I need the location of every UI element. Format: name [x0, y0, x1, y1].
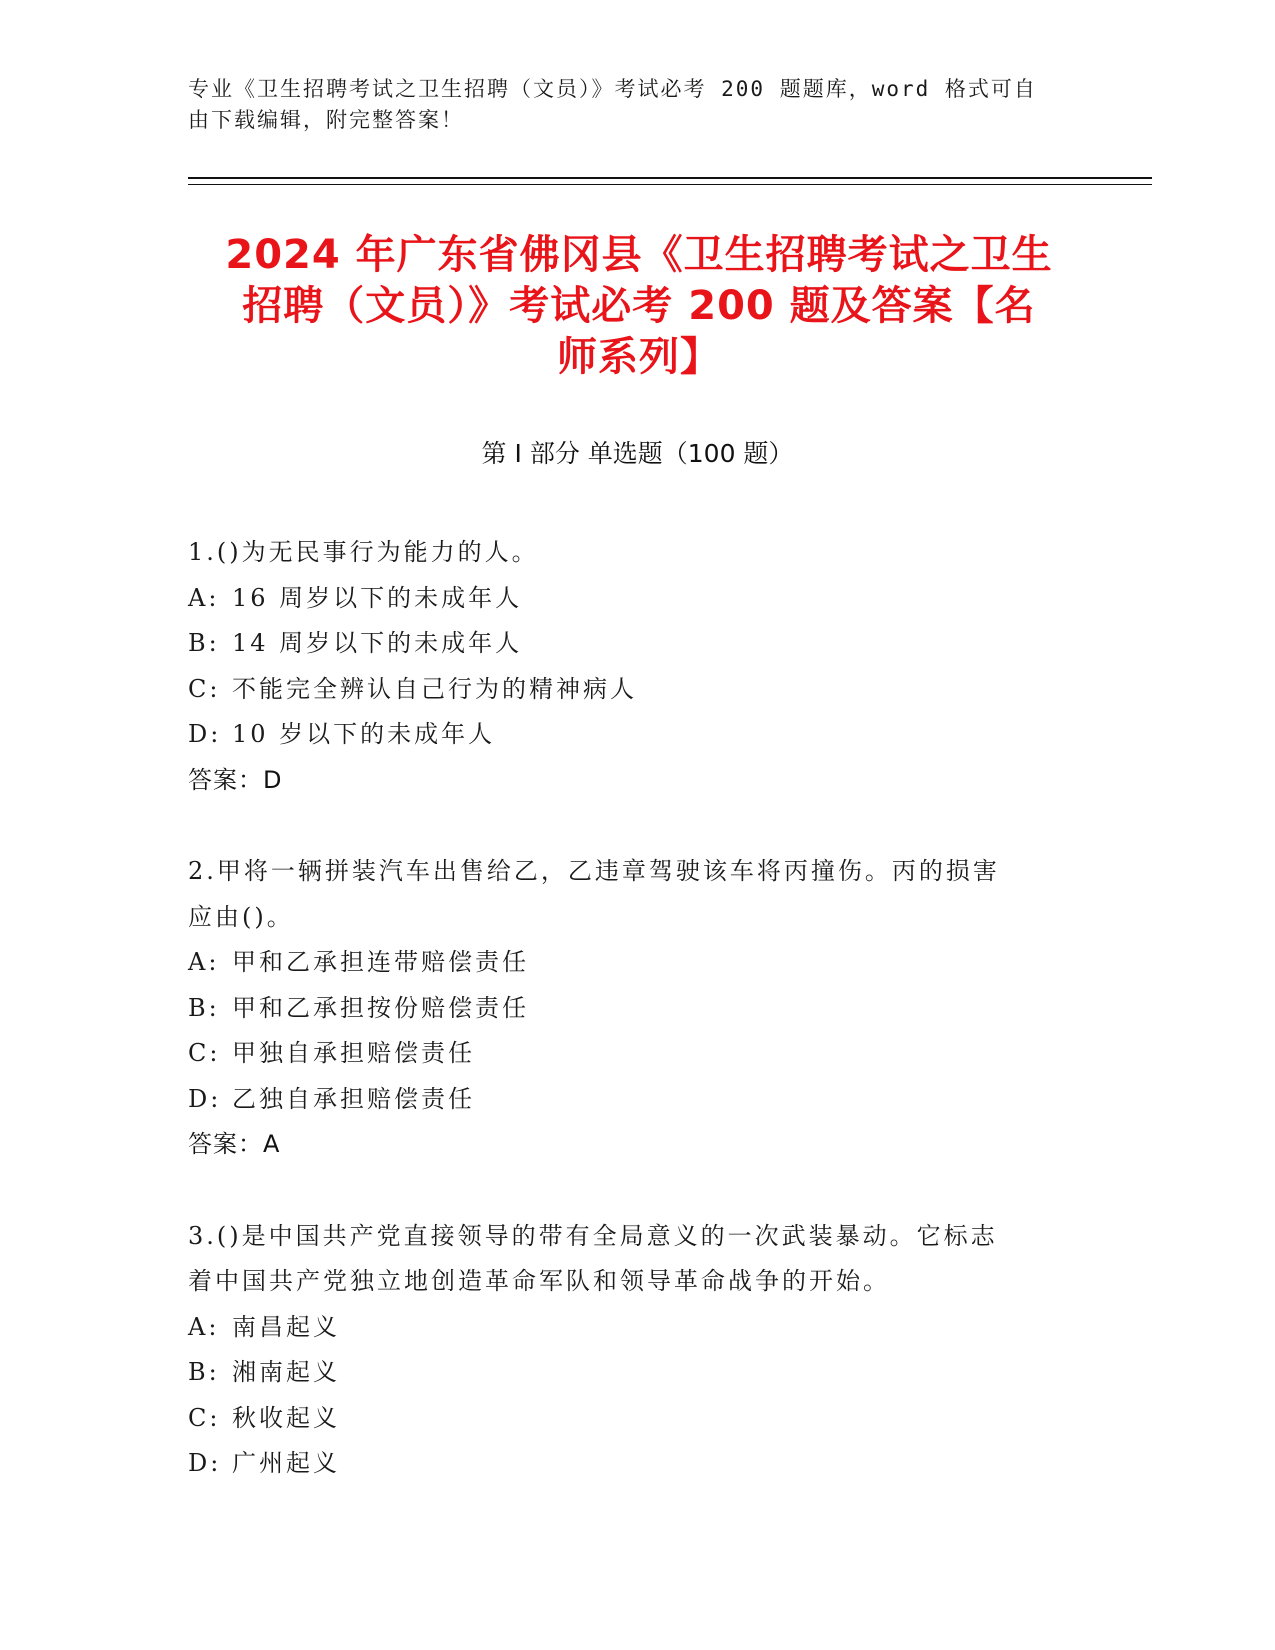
option-key: C: — [188, 1039, 221, 1067]
option-key: D: — [188, 1084, 222, 1113]
title-line-2: 招聘（文员）》考试必考 200 题及答案【名 — [242, 283, 1036, 329]
title-line-1: 2024 年广东省佛冈县《卫生招聘考试之卫生 — [225, 232, 1053, 278]
option-b — [188, 621, 1068, 667]
question-1 — [188, 530, 1068, 803]
option-text: 甲和乙承担连带赔偿责任 — [232, 948, 529, 976]
question-3 — [188, 1214, 1068, 1487]
header-note — [188, 74, 1068, 136]
question-2 — [188, 849, 1068, 1168]
option-text: 南昌起义 — [232, 1312, 340, 1341]
option-b — [188, 986, 1068, 1032]
header-divider-thin — [188, 184, 1152, 185]
option-a — [188, 576, 1068, 622]
option-c — [188, 1396, 1068, 1442]
option-d — [188, 712, 1068, 758]
option-text: 乙独自承担赔偿责任 — [232, 1084, 475, 1113]
option-key: B: — [188, 993, 220, 1022]
answer-line: 答案：D — [188, 765, 283, 794]
question-list — [188, 530, 1068, 1533]
option-a — [188, 1305, 1068, 1351]
header-divider-thick — [188, 177, 1152, 179]
header-note-line-1: 专业《卫生招聘考试之卫生招聘（文员）》考试必考 200 题题库，word 格式可自 — [188, 77, 1037, 101]
question-stem-line: 应由()。 — [188, 902, 294, 931]
option-key: A: — [188, 583, 220, 612]
option-a — [188, 940, 1068, 986]
header-note-line-2: 由下载编辑，附完整答案！ — [188, 108, 464, 132]
title-line-3: 师系列】 — [557, 334, 721, 380]
question-stem-line: 着中国共产党独立地创造革命军队和领导革命战争的开始。 — [188, 1267, 890, 1295]
option-key: B: — [188, 1358, 220, 1386]
option-key: C: — [188, 1403, 221, 1432]
option-d — [188, 1077, 1068, 1123]
option-key: A: — [188, 948, 220, 976]
option-text: 广州起义 — [232, 1449, 340, 1477]
question-stem-line: 2.甲将一辆拼装汽车出售给乙，乙违章驾驶该车将丙撞伤。丙的损害 — [188, 857, 1000, 885]
question-stem-line: 3.()是中国共产党直接领导的带有全局意义的一次武装暴动。它标志 — [188, 1221, 998, 1250]
option-text: 14 周岁以下的未成年人 — [232, 629, 523, 657]
option-text: 16 周岁以下的未成年人 — [232, 583, 523, 612]
option-text: 甲独自承担赔偿责任 — [232, 1039, 475, 1067]
option-text: 甲和乙承担按份赔偿责任 — [232, 993, 529, 1022]
question-stem-line: 1.()为无民事行为能力的人。 — [188, 538, 539, 566]
option-key: D: — [188, 1449, 222, 1477]
document-title — [180, 230, 1098, 383]
option-text: 10 岁以下的未成年人 — [232, 720, 496, 748]
option-text: 不能完全辨认自己行为的精神病人 — [232, 674, 637, 703]
option-c — [188, 667, 1068, 713]
option-b — [188, 1350, 1068, 1396]
answer-line: 答案：A — [188, 1130, 281, 1158]
option-key: D: — [188, 720, 222, 748]
option-text: 湘南起义 — [232, 1358, 340, 1386]
option-c — [188, 1031, 1068, 1077]
option-key: B: — [188, 629, 220, 657]
section-heading: 第 I 部分 单选题（100 题） — [481, 439, 794, 468]
option-d — [188, 1441, 1068, 1487]
option-text: 秋收起义 — [232, 1403, 340, 1432]
option-key: C: — [188, 674, 221, 703]
option-key: A: — [188, 1312, 220, 1341]
